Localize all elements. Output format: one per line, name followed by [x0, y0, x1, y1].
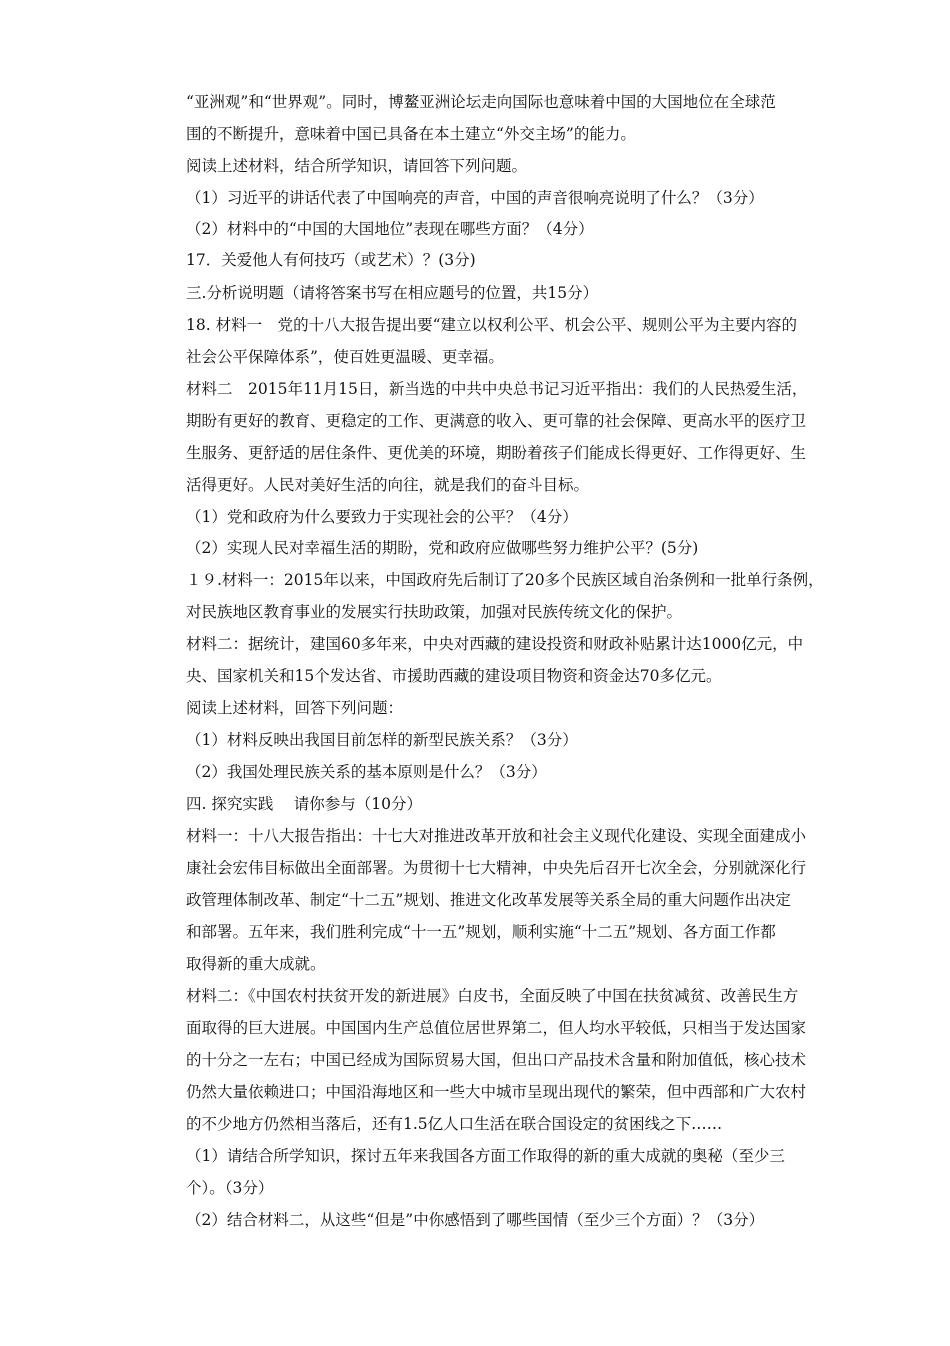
text-line: 的不少地方仍然相当落后，还有1.5亿人口生活在联合国设定的贫困线之下……	[186, 1115, 723, 1133]
question-item: （1）请结合所学知识，探讨五年来我国各方面工作取得的新的重大成就的奥秘（至少三	[186, 1147, 785, 1165]
question-item: （2）材料中的“中国的大国地位”表现在哪些方面？（4分）	[186, 220, 594, 238]
question-item: （1）习近平的讲话代表了中国响亮的声音，中国的声音很响亮说明了什么？（3分）	[186, 189, 764, 207]
text-line: 的十分之一左右；中国已经成为国际贸易大国，但出口产品技术含量和附加值低，核心技术	[186, 1051, 807, 1069]
text-line: 阅读上述材料，回答下列问题：	[186, 699, 404, 717]
text-line: 和部署。五年来，我们胜利完成“十一五”规划，顺利实施“十二五”规划、各方面工作都	[186, 923, 776, 941]
question-item: （2）我国处理民族关系的基本原则是什么？（3分）	[186, 763, 547, 781]
text-line: 围的不断提升，意味着中国已具备在本土建立“外交主场”的能力。	[186, 125, 636, 143]
question-item: （2）结合材料二，从这些“但是”中你感悟到了哪些国情（至少三个方面）？（3分）	[186, 1211, 765, 1229]
text-line: 材料二 2015年11月15日，新当选的中共中央总书记习近平指出：我们的人民热爱生活，	[186, 380, 808, 398]
text-line: “亚洲观”和“世界观”。同时，博鳌亚洲论坛走向国际也意味着中国的大国地位在全球范	[186, 93, 776, 111]
text-line: 材料一：十八大报告指出：十七大对推进改革开放和社会主义现代化建设、实现全面建成小	[186, 827, 807, 845]
question-item: 个）。（3分）	[186, 1179, 274, 1197]
text-line: １９.材料一：2015年以来，中国政府先后制订了20多个民族区域自治条例和一批单行条例，	[186, 571, 824, 589]
question-item: （2）实现人民对幸福生活的期盼，党和政府应做哪些努力维护公平？(5分)	[186, 539, 699, 557]
text-line: 康社会宏伟目标做出全面部署。为贯彻十七大精神，中央先后召开七次全会，分别就深化行	[186, 859, 807, 877]
text-line: 阅读上述材料，结合所学知识，请回答下列问题。	[186, 157, 528, 175]
section-heading: 三.分析说明题（请将答案书写在相应题号的位置，共15分）	[186, 284, 599, 302]
text-line: 仍然大量依赖进口；中国沿海地区和一些大中城市呈现出现代的繁荣，但中西部和广大农村	[186, 1083, 807, 1101]
text-line: 材料二：据统计，建国60多年来，中央对西藏的建设投资和财政补贴累计达1000亿元，中	[186, 635, 804, 653]
text-line: 期盼有更好的教育、更稳定的工作、更满意的收入、更可靠的社会保障、更高水平的医疗卫	[186, 412, 807, 430]
text-line: 面取得的巨大进展。中国国内生产总值位居世界第二，但人均水平较低，只相当于发达国家	[186, 1019, 807, 1037]
text-line: 社会公平保障体系”，使百姓更温暖、更幸福。	[186, 348, 504, 366]
text-line: 活得更好。人民对美好生活的向往，就是我们的奋斗目标。	[186, 476, 590, 494]
text-line: 央、国家机关和15个发达省、市援助西藏的建设项目物资和资金达70多亿元。	[186, 667, 722, 685]
section-heading: 四. 探究实践 请你参与（10分）	[186, 795, 423, 813]
text-line: 18. 材料一 党的十八大报告提出要“建立以权利公平、机会公平、规则公平为主要内容的	[186, 316, 798, 334]
question-item: （1）党和政府为什么要致力于实现社会的公平？（4分）	[186, 508, 578, 526]
question-item: 17．关爱他人有何技巧（或艺术）？(3分)	[186, 251, 476, 269]
text-line: 取得新的重大成就。	[186, 955, 326, 973]
question-item: （1）材料反映出我国目前怎样的新型民族关系？（3分）	[186, 731, 578, 749]
text-line: 对民族地区教育事业的发展实行扶助政策，加强对民族传统文化的保护。	[186, 603, 683, 621]
text-line: 生服务、更舒适的居住条件、更优美的环境，期盼着孩子们能成长得更好、工作得更好、生	[186, 444, 807, 462]
text-line: 材料二：《中国农村扶贫开发的新进展》白皮书，全面反映了中国在扶贫减贫、改善民生方	[186, 987, 799, 1005]
text-line: 政管理体制改革、制定“十二五”规划、推进文化改革发展等关系全局的重大问题作出决定	[186, 891, 791, 909]
